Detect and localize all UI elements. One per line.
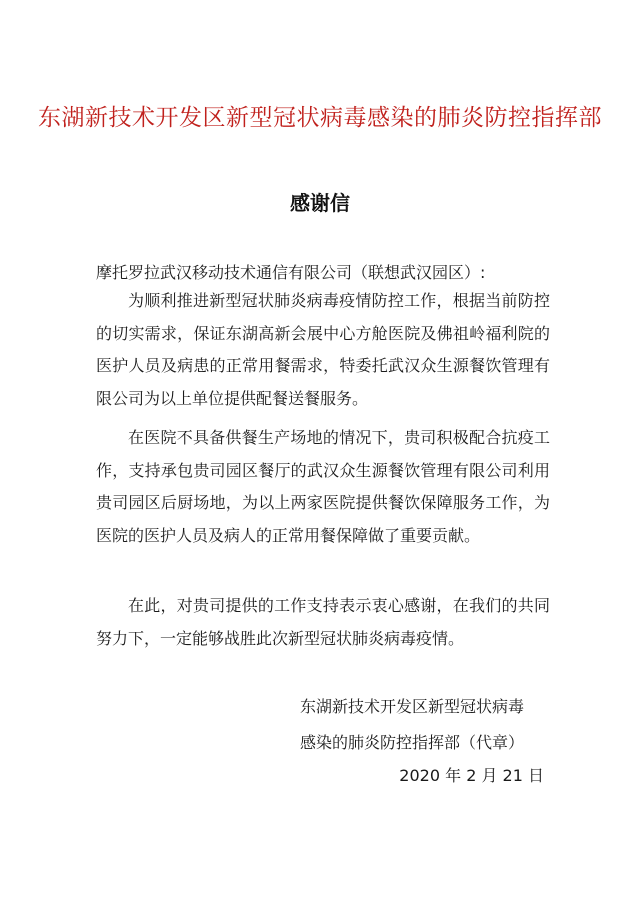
signature-date: 2020 年 2 月 21 日 xyxy=(399,766,544,785)
recipient-line: 摩托罗拉武汉移动技术通信有限公司（联想武汉园区）: xyxy=(96,263,486,282)
letterhead: 东湖新技术开发区新型冠状病毒感染的肺炎防控指挥部 xyxy=(38,105,602,131)
page-title: 感谢信 xyxy=(290,191,350,215)
signature-org-line-1: 东湖新技术开发区新型冠状病毒 xyxy=(300,697,525,716)
body-paragraph-2: 在医院不具备供餐生产场地的情况下，贵司积极配合抗疫工作，支持承包贵司园区餐厅的武汉众生源餐饮管理有限公司利用贵司园区后厨场地，为以上两家医院提供餐饮保障服务工作，为医院的医护人员及病人的正常用餐保障做了重要贡献。 xyxy=(96,428,550,545)
body-paragraph-1: 为顺利推进新型冠状肺炎病毒疫情防控工作，根据当前防控的切实需求，保证东湖高新会展中心方舱医院及佛祖岭福利院的医护人员及病患的正常用餐需求，特委托武汉众生源餐饮管理有限公司为以上单位提供配餐送餐服务。 xyxy=(96,291,550,408)
signature-org-line-2: 感染的肺炎防控指挥部（代章） xyxy=(300,733,525,752)
body-paragraph-3: 在此，对贵司提供的工作支持表示衷心感谢，在我们的共同努力下，一定能够战胜此次新型冠状肺炎病毒疫情。 xyxy=(96,596,550,648)
